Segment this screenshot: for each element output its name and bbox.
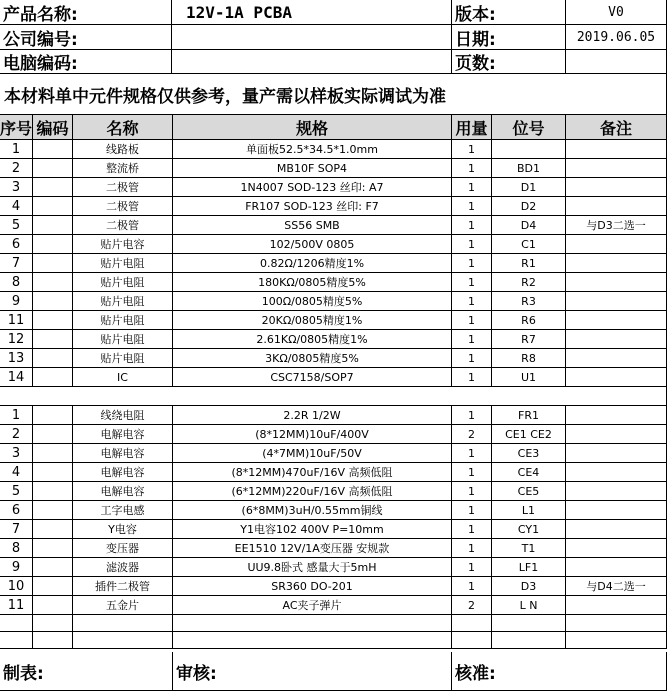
table-cell-name[interactable]: 电解电容 bbox=[73, 444, 173, 463]
table-cell-name[interactable]: 整流桥 bbox=[73, 159, 173, 178]
table-cell-spec[interactable]: 2.2R 1/2W bbox=[173, 406, 452, 425]
table-cell-spec[interactable]: 102/500V 0805 bbox=[173, 235, 452, 254]
table-cell-name[interactable]: 贴片电阻 bbox=[73, 349, 173, 368]
table-cell-qty[interactable]: 1 bbox=[452, 501, 492, 520]
table-cell-remark[interactable]: 与D3二选一 bbox=[566, 216, 667, 235]
company-code-label: 公司编号: bbox=[0, 25, 172, 50]
table-cell-remark[interactable] bbox=[566, 140, 667, 159]
table-cell-no[interactable]: 2 bbox=[0, 159, 33, 178]
col-header-pos: 位号 bbox=[492, 115, 566, 140]
table-cell-pos[interactable]: BD1 bbox=[492, 159, 566, 178]
table-cell-name[interactable]: 二极管 bbox=[73, 197, 173, 216]
table-cell-code[interactable] bbox=[33, 520, 73, 539]
table-cell-pos[interactable]: U1 bbox=[492, 368, 566, 387]
table-cell-code[interactable] bbox=[33, 425, 73, 444]
table-cell-qty[interactable]: 1 bbox=[452, 406, 492, 425]
pc-code-value[interactable] bbox=[172, 50, 452, 74]
col-header-code: 编码 bbox=[33, 115, 73, 140]
table-cell-code[interactable] bbox=[33, 235, 73, 254]
empty-cell[interactable] bbox=[452, 615, 492, 632]
table-cell-no[interactable]: 6 bbox=[0, 235, 33, 254]
table-cell-remark[interactable] bbox=[566, 292, 667, 311]
table-cell-code[interactable] bbox=[33, 501, 73, 520]
table-cell-no[interactable]: 7 bbox=[0, 254, 33, 273]
table-cell-remark[interactable] bbox=[566, 349, 667, 368]
table-cell-qty[interactable]: 1 bbox=[452, 254, 492, 273]
table-cell-spec[interactable]: SR360 DO-201 bbox=[173, 577, 452, 596]
table-cell-pos[interactable]: L N bbox=[492, 596, 566, 615]
empty-cell[interactable] bbox=[452, 632, 492, 649]
table-cell-remark[interactable] bbox=[566, 444, 667, 463]
table-cell-name[interactable]: 线路板 bbox=[73, 140, 173, 159]
table-cell-spec[interactable]: FR107 SOD-123 丝印: F7 bbox=[173, 197, 452, 216]
table-cell-no[interactable]: 11 bbox=[0, 596, 33, 615]
date-value[interactable]: 2019.06.05 bbox=[566, 25, 667, 50]
table-cell-name[interactable]: 二极管 bbox=[73, 178, 173, 197]
table-cell-code[interactable] bbox=[33, 577, 73, 596]
table-cell-remark[interactable]: 与D4二选一 bbox=[566, 577, 667, 596]
table-cell-pos[interactable]: CE5 bbox=[492, 482, 566, 501]
table-cell-spec[interactable]: AC夹子弹片 bbox=[173, 596, 452, 615]
company-code-value[interactable] bbox=[172, 25, 452, 50]
table-cell-code[interactable] bbox=[33, 349, 73, 368]
table-cell-pos[interactable]: CE1 CE2 bbox=[492, 425, 566, 444]
table-cell-name[interactable]: 工字电感 bbox=[73, 501, 173, 520]
table-cell-name[interactable]: 变压器 bbox=[73, 539, 173, 558]
table-cell-no[interactable]: 1 bbox=[0, 140, 33, 159]
table-cell-code[interactable] bbox=[33, 444, 73, 463]
table-cell-pos[interactable]: T1 bbox=[492, 539, 566, 558]
table-cell-pos[interactable]: R1 bbox=[492, 254, 566, 273]
col-header-qty: 用量 bbox=[452, 115, 492, 140]
table-cell-code[interactable] bbox=[33, 159, 73, 178]
table-cell-remark[interactable] bbox=[566, 463, 667, 482]
table-cell-no[interactable]: 11 bbox=[0, 311, 33, 330]
page-count-label: 页数: bbox=[452, 50, 566, 74]
table-cell-pos[interactable]: LF1 bbox=[492, 558, 566, 577]
table-cell-spec[interactable]: EE1510 12V/1A变压器 安规款 bbox=[173, 539, 452, 558]
table-cell-no[interactable]: 12 bbox=[0, 330, 33, 349]
table-cell-name[interactable]: 贴片电阻 bbox=[73, 254, 173, 273]
table-cell-pos[interactable]: R3 bbox=[492, 292, 566, 311]
product-name-label: 产品名称: bbox=[0, 0, 172, 25]
table-cell-code[interactable] bbox=[33, 254, 73, 273]
table-cell-remark[interactable] bbox=[566, 235, 667, 254]
table-cell-spec[interactable]: 单面板52.5*34.5*1.0mm bbox=[173, 140, 452, 159]
table-cell-name[interactable]: 电解电容 bbox=[73, 482, 173, 501]
empty-cell[interactable] bbox=[492, 632, 566, 649]
table-cell-qty[interactable]: 1 bbox=[452, 349, 492, 368]
table-cell-remark[interactable] bbox=[566, 558, 667, 577]
empty-cell[interactable] bbox=[492, 615, 566, 632]
col-header-remark: 备注 bbox=[566, 115, 667, 140]
table-cell-qty[interactable]: 1 bbox=[452, 273, 492, 292]
table-cell-qty[interactable]: 1 bbox=[452, 482, 492, 501]
table-cell-no[interactable]: 2 bbox=[0, 425, 33, 444]
table-cell-code[interactable] bbox=[33, 558, 73, 577]
empty-cell[interactable] bbox=[566, 632, 667, 649]
table-cell-pos[interactable]: FR1 bbox=[492, 406, 566, 425]
table-cell-qty[interactable]: 1 bbox=[452, 463, 492, 482]
table-cell-name[interactable]: 电解电容 bbox=[73, 463, 173, 482]
table-cell-qty[interactable]: 1 bbox=[452, 520, 492, 539]
table-cell-remark[interactable] bbox=[566, 311, 667, 330]
table-cell-name[interactable]: 贴片电阻 bbox=[73, 311, 173, 330]
table-cell-no[interactable]: 3 bbox=[0, 178, 33, 197]
table-cell-remark[interactable] bbox=[566, 178, 667, 197]
table-cell-pos[interactable]: R2 bbox=[492, 273, 566, 292]
pc-code-label: 电脑编码: bbox=[0, 50, 172, 74]
col-header-spec: 规格 bbox=[173, 115, 452, 140]
table-cell-no[interactable]: 14 bbox=[0, 368, 33, 387]
empty-cell[interactable] bbox=[73, 632, 173, 649]
table-cell-spec[interactable]: 180KΩ/0805精度5% bbox=[173, 273, 452, 292]
table-cell-spec[interactable]: (6*12MM)220uF/16V 高频低阻 bbox=[173, 482, 452, 501]
table-cell-no[interactable]: 4 bbox=[0, 463, 33, 482]
version-label: 版本: bbox=[452, 0, 566, 25]
table-cell-qty[interactable]: 1 bbox=[452, 216, 492, 235]
table-cell-spec[interactable]: Y1电容102 400V P=10mm bbox=[173, 520, 452, 539]
table-cell-no[interactable]: 8 bbox=[0, 539, 33, 558]
empty-cell[interactable] bbox=[0, 615, 33, 632]
empty-cell[interactable] bbox=[33, 632, 73, 649]
table-cell-no[interactable]: 5 bbox=[0, 482, 33, 501]
table-cell-no[interactable]: 7 bbox=[0, 520, 33, 539]
table-cell-pos[interactable]: R8 bbox=[492, 349, 566, 368]
table-cell-no[interactable]: 9 bbox=[0, 558, 33, 577]
table-cell-no[interactable]: 10 bbox=[0, 577, 33, 596]
empty-cell[interactable] bbox=[173, 615, 452, 632]
table-cell-spec[interactable]: 1N4007 SOD-123 丝印: A7 bbox=[173, 178, 452, 197]
table-cell-code[interactable] bbox=[33, 406, 73, 425]
table-cell-qty[interactable]: 1 bbox=[452, 311, 492, 330]
table-cell-qty[interactable]: 2 bbox=[452, 425, 492, 444]
table-cell-code[interactable] bbox=[33, 463, 73, 482]
table-cell-pos[interactable]: D4 bbox=[492, 216, 566, 235]
table-cell-code[interactable] bbox=[33, 140, 73, 159]
table-cell-qty[interactable]: 1 bbox=[452, 444, 492, 463]
approver-label: 核准: bbox=[452, 652, 667, 691]
table-cell-no[interactable]: 4 bbox=[0, 197, 33, 216]
table-cell-pos[interactable]: C1 bbox=[492, 235, 566, 254]
table-cell-qty[interactable]: 1 bbox=[452, 178, 492, 197]
table-cell-qty[interactable]: 1 bbox=[452, 140, 492, 159]
table-cell-pos[interactable]: CE4 bbox=[492, 463, 566, 482]
table-cell-code[interactable] bbox=[33, 539, 73, 558]
table-cell-pos[interactable]: D3 bbox=[492, 577, 566, 596]
table-cell-qty[interactable]: 2 bbox=[452, 596, 492, 615]
table-cell-pos[interactable]: D2 bbox=[492, 197, 566, 216]
notice-text: 本材料单中元件规格仅供参考，量产需以样板实际调试为准 bbox=[0, 74, 667, 115]
empty-cell[interactable] bbox=[0, 632, 33, 649]
table-cell-spec[interactable]: SS56 SMB bbox=[173, 216, 452, 235]
table-cell-remark[interactable] bbox=[566, 501, 667, 520]
table-cell-spec[interactable]: (8*12MM)470uF/16V 高频低阻 bbox=[173, 463, 452, 482]
table-cell-name[interactable]: 五金片 bbox=[73, 596, 173, 615]
table-cell-qty[interactable]: 1 bbox=[452, 577, 492, 596]
table-cell-qty[interactable]: 1 bbox=[452, 235, 492, 254]
table-cell-name[interactable]: 二极管 bbox=[73, 216, 173, 235]
table-cell-remark[interactable] bbox=[566, 482, 667, 501]
table-cell-no[interactable]: 8 bbox=[0, 273, 33, 292]
table-cell-code[interactable] bbox=[33, 368, 73, 387]
col-header-name: 名称 bbox=[73, 115, 173, 140]
table-cell-name[interactable]: Y电容 bbox=[73, 520, 173, 539]
table-cell-remark[interactable] bbox=[566, 406, 667, 425]
table-cell-code[interactable] bbox=[33, 292, 73, 311]
table-cell-code[interactable] bbox=[33, 178, 73, 197]
table-cell-code[interactable] bbox=[33, 330, 73, 349]
date-label: 日期: bbox=[452, 25, 566, 50]
table-cell-remark[interactable] bbox=[566, 596, 667, 615]
table-cell-code[interactable] bbox=[33, 482, 73, 501]
product-name-value[interactable]: 12V-1A PCBA bbox=[172, 0, 452, 25]
table-cell-remark[interactable] bbox=[566, 425, 667, 444]
table-cell-pos[interactable]: D1 bbox=[492, 178, 566, 197]
table-cell-qty[interactable]: 1 bbox=[452, 292, 492, 311]
group-separator-row bbox=[0, 387, 667, 406]
table-cell-code[interactable] bbox=[33, 596, 73, 615]
empty-cell[interactable] bbox=[33, 615, 73, 632]
table-cell-pos[interactable] bbox=[492, 140, 566, 159]
table-cell-name[interactable]: 滤波器 bbox=[73, 558, 173, 577]
table-cell-pos[interactable]: L1 bbox=[492, 501, 566, 520]
table-cell-no[interactable]: 1 bbox=[0, 406, 33, 425]
table-cell-pos[interactable]: R6 bbox=[492, 311, 566, 330]
table-cell-pos[interactable]: CE3 bbox=[492, 444, 566, 463]
table-cell-spec[interactable]: (8*12MM)10uF/400V bbox=[173, 425, 452, 444]
table-cell-name[interactable]: 线绕电阻 bbox=[73, 406, 173, 425]
table-cell-qty[interactable]: 1 bbox=[452, 159, 492, 178]
table-cell-name[interactable]: IC bbox=[73, 368, 173, 387]
table-cell-remark[interactable] bbox=[566, 330, 667, 349]
table-cell-code[interactable] bbox=[33, 273, 73, 292]
page-count-value[interactable] bbox=[566, 50, 667, 74]
table-cell-spec[interactable]: 100Ω/0805精度5% bbox=[173, 292, 452, 311]
table-cell-spec[interactable]: 3KΩ/0805精度5% bbox=[173, 349, 452, 368]
table-cell-pos[interactable]: CY1 bbox=[492, 520, 566, 539]
table-cell-remark[interactable] bbox=[566, 539, 667, 558]
table-cell-name[interactable]: 贴片电阻 bbox=[73, 273, 173, 292]
table-cell-spec[interactable]: (4*7MM)10uF/50V bbox=[173, 444, 452, 463]
table-cell-no[interactable]: 5 bbox=[0, 216, 33, 235]
version-value[interactable]: V0 bbox=[566, 0, 667, 25]
table-cell-qty[interactable]: 1 bbox=[452, 539, 492, 558]
table-cell-remark[interactable] bbox=[566, 197, 667, 216]
table-cell-spec[interactable]: (6*8MM)3uH/0.55mm铜线 bbox=[173, 501, 452, 520]
table-cell-code[interactable] bbox=[33, 216, 73, 235]
empty-cell[interactable] bbox=[173, 632, 452, 649]
table-cell-name[interactable]: 电解电容 bbox=[73, 425, 173, 444]
table-cell-no[interactable]: 13 bbox=[0, 349, 33, 368]
table-cell-code[interactable] bbox=[33, 197, 73, 216]
col-header-no: 序号 bbox=[0, 115, 33, 140]
table-cell-remark[interactable] bbox=[566, 520, 667, 539]
reviewer-label: 审核: bbox=[173, 652, 452, 691]
table-cell-qty[interactable]: 1 bbox=[452, 330, 492, 349]
table-cell-remark[interactable] bbox=[566, 368, 667, 387]
table-cell-spec[interactable]: CSC7158/SOP7 bbox=[173, 368, 452, 387]
table-cell-spec[interactable]: MB10F SOP4 bbox=[173, 159, 452, 178]
table-cell-no[interactable]: 9 bbox=[0, 292, 33, 311]
table-cell-code[interactable] bbox=[33, 311, 73, 330]
empty-cell[interactable] bbox=[73, 615, 173, 632]
table-cell-name[interactable]: 贴片电容 bbox=[73, 235, 173, 254]
table-cell-qty[interactable]: 1 bbox=[452, 558, 492, 577]
table-cell-name[interactable]: 贴片电阻 bbox=[73, 330, 173, 349]
table-cell-no[interactable]: 6 bbox=[0, 501, 33, 520]
table-cell-remark[interactable] bbox=[566, 254, 667, 273]
empty-cell[interactable] bbox=[566, 615, 667, 632]
table-cell-remark[interactable] bbox=[566, 273, 667, 292]
table-cell-qty[interactable]: 1 bbox=[452, 197, 492, 216]
table-cell-name[interactable]: 贴片电阻 bbox=[73, 292, 173, 311]
maker-label: 制表: bbox=[0, 652, 173, 691]
table-cell-spec[interactable]: 2.61KΩ/0805精度1% bbox=[173, 330, 452, 349]
table-cell-spec[interactable]: UU9.8卧式 感量大于5mH bbox=[173, 558, 452, 577]
table-cell-no[interactable]: 3 bbox=[0, 444, 33, 463]
table-cell-spec[interactable]: 0.82Ω/1206精度1% bbox=[173, 254, 452, 273]
table-cell-name[interactable]: 插件二极管 bbox=[73, 577, 173, 596]
table-cell-pos[interactable]: R7 bbox=[492, 330, 566, 349]
table-cell-spec[interactable]: 20KΩ/0805精度1% bbox=[173, 311, 452, 330]
table-cell-remark[interactable] bbox=[566, 159, 667, 178]
table-cell-qty[interactable]: 1 bbox=[452, 368, 492, 387]
